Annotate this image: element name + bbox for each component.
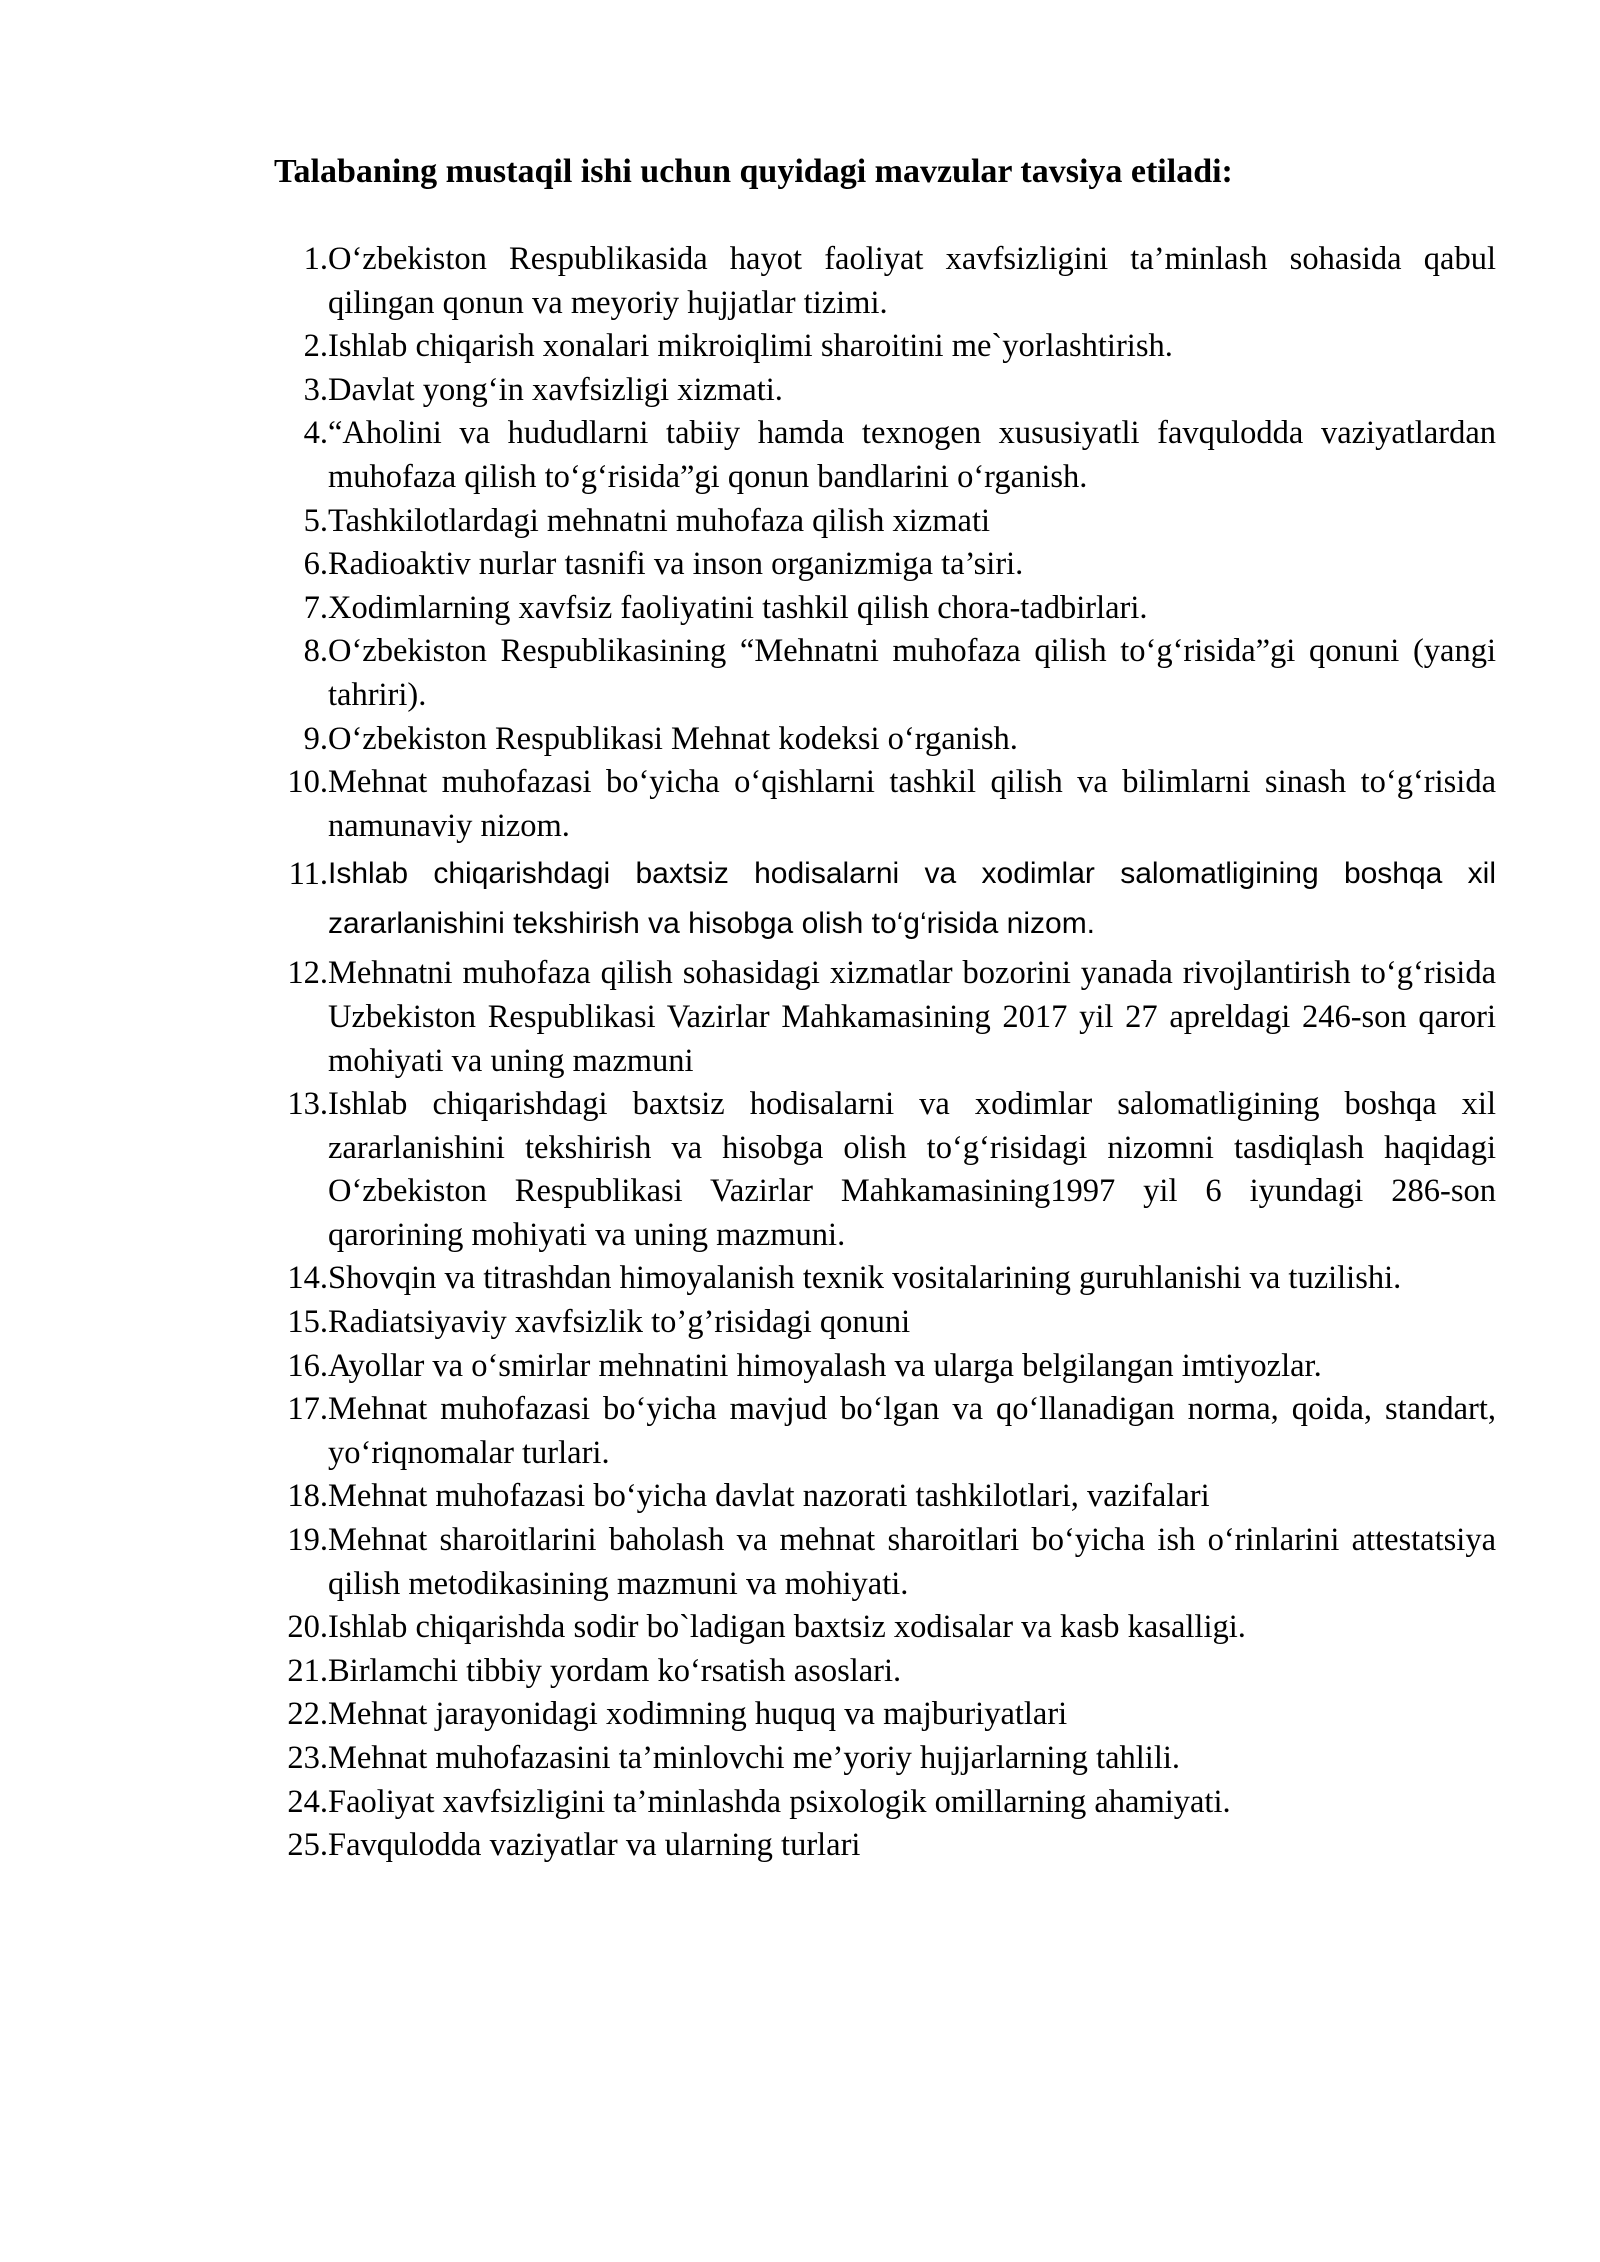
- item-text: Birlamchi tibbiy yordam ko‘rsatish asoslari.: [328, 1652, 902, 1689]
- list-item: [274, 587, 1496, 631]
- item-number: 7.: [303, 589, 328, 626]
- item-text: “Aholini va hududlarni tabiiy hamda texnogen xususiyatli favqulodda vaziyatlardan muhofaza qilish to‘g‘risida”gi qonun bandlarini o‘rganish.: [328, 415, 1496, 495]
- item-number: 24.: [287, 1783, 328, 1820]
- item-text: Mehnat muhofazasi bo‘yicha mavjud bo‘lgan va qo‘llanadigan norma, qoida, standart, yo‘riqnomalar turlari.: [328, 1391, 1496, 1471]
- item-number: 21.: [287, 1652, 328, 1689]
- list-item: [274, 1650, 1496, 1694]
- item-text: Favqulodda vaziyatlar va ularning turlari: [328, 1827, 861, 1864]
- item-text: Mehnat muhofazasini ta’minlovchi me’yoriy hujjarlarning tahlili.: [328, 1740, 1180, 1776]
- list-item: [274, 1693, 1496, 1737]
- list-item: [274, 500, 1496, 544]
- list-item: [274, 761, 1496, 848]
- item-text: Ishlab chiqarishdagi baxtsiz hodisalarni va xodimlar salomatligining boshqa xil zararlanishini tekshirish va hisobga olish to‘g‘risida nizom.: [328, 857, 1496, 941]
- list-item: [274, 238, 1496, 325]
- item-text: Xodimlarning xavfsiz faoliyatini tashkil qilish chora-tadbirlari.: [328, 589, 1148, 626]
- item-number: 16.: [287, 1347, 328, 1384]
- item-number: 19.: [287, 1522, 328, 1559]
- list-item: [274, 848, 1496, 952]
- item-text: Shovqin va titrashdan himoyalanish texnik vositalarining guruhlanishi va tuzilishi.: [328, 1260, 1402, 1297]
- list-item: [274, 1345, 1496, 1389]
- item-number: 20.: [287, 1609, 328, 1646]
- list-item: [274, 1606, 1496, 1650]
- list-item: [274, 1388, 1496, 1475]
- item-number: 11.: [288, 856, 328, 893]
- item-number: 15.: [287, 1304, 328, 1341]
- item-text: Ishlab chiqarishda sodir bo`ladigan baxtsiz xodisalar va kasb kasalligi.: [328, 1609, 1246, 1646]
- item-text: Mehnat sharoitlarini baholash va mehnat sharoitlari bo‘yicha ish o‘rinlarini attestatsiya qilish metodikasining mazmuni va mohiyati.: [328, 1522, 1496, 1602]
- item-number: 3.: [303, 371, 328, 408]
- item-text: Mehnat muhofazasi bo‘yicha o‘qishlarni tashkil qilish va bilimlarni sinash to‘g‘risida namunaviy nizom.: [328, 764, 1496, 844]
- list-item: [274, 952, 1496, 1083]
- item-text: Mehnatni muhofaza qilish sohasidagi xizmatlar bozorini yanada rivojlantirish to‘g‘risida Uzbekiston Respublikasi Vazirlar Mahkamasining 2017 yil 27 apreldagi 246-son qarori mohiyati va uning mazmuni: [328, 955, 1496, 1079]
- list-item: [274, 630, 1496, 717]
- item-number: 9.: [303, 720, 328, 757]
- item-number: 25.: [287, 1827, 328, 1864]
- list-item: [274, 1824, 1496, 1868]
- item-number: 12.: [287, 955, 328, 992]
- item-text: Faoliyat xavfsizligini ta’minlashda psixologik omillarning ahamiyati.: [328, 1783, 1231, 1820]
- item-text: Davlat yong‘in xavfsizligi xizmati.: [328, 371, 783, 408]
- item-number: 17.: [287, 1391, 328, 1428]
- item-text: Ayollar va o‘smirlar mehnatini himoyalash va ularga belgilangan imtiyozlar.: [328, 1347, 1322, 1384]
- item-number: 6.: [303, 546, 328, 583]
- list-item: [274, 1083, 1496, 1257]
- item-number: 18.: [287, 1478, 328, 1515]
- item-text: Mehnat muhofazasi bo‘yicha davlat nazorati tashkilotlari, vazifalari: [328, 1478, 1210, 1515]
- list-item: [274, 1257, 1496, 1301]
- item-number: 8.: [303, 633, 328, 670]
- item-text: O‘zbekiston Respublikasi Mehnat kodeksi o‘rganish.: [328, 720, 1018, 757]
- item-number: 2.: [303, 328, 328, 365]
- item-text: O‘zbekiston Respublikasida hayot faoliyat xavfsizligini ta’minlash sohasida qabul qilingan qonun va meyoriy hujjatlar tizimi.: [328, 241, 1496, 321]
- item-text: Ishlab chiqarishdagi baxtsiz hodisalarni va xodimlar salomatligining boshqa xil zararlanishini tekshirish va hisobga olish to‘g‘risidagi nizomni tasdiqlash haqidagi O‘zbekiston Respublikasi Vazirlar Mahkamasining1997 yil 6 iyundagi 286-son qarorining mohiyati va uning mazmuni.: [328, 1086, 1496, 1253]
- item-number: 23.: [287, 1740, 328, 1776]
- list-item: [274, 1781, 1496, 1825]
- item-number: 10.: [287, 764, 328, 801]
- item-text: Tashkilotlardagi mehnatni muhofaza qilish xizmati: [328, 502, 990, 539]
- item-number: 13.: [287, 1086, 328, 1123]
- list-item: [274, 369, 1496, 413]
- item-text: Radioaktiv nurlar tasnifi va inson organizmiga ta’siri.: [328, 546, 1024, 583]
- item-text: Mehnat jarayonidagi xodimning huquq va majburiyatlari: [328, 1696, 1068, 1733]
- list-item: [274, 325, 1496, 369]
- item-number: 5.: [303, 502, 328, 539]
- item-text: O‘zbekiston Respublikasining “Mehnatni muhofaza qilish to‘g‘risida”gi qonuni (yangi tahriri).: [328, 633, 1496, 713]
- item-number: 14.: [287, 1260, 328, 1297]
- list-item: [274, 718, 1496, 762]
- page-heading: Talabaning mustaqil ishi uchun quyidagi mavzular tavsiya etiladi:: [274, 153, 1233, 190]
- item-text: Radiatsiyaviy xavfsizlik to’g’risidagi qonuni: [328, 1304, 911, 1341]
- list-item: [274, 1737, 1496, 1781]
- item-text: Ishlab chiqarish xonalari mikroiqlimi sharoitini me`yorlashtirish.: [328, 328, 1173, 365]
- list-item: [274, 1301, 1496, 1345]
- list-item: [274, 1475, 1496, 1519]
- item-number: 1.: [303, 241, 328, 277]
- item-number: 4.: [303, 415, 328, 452]
- list-item: [274, 1519, 1496, 1606]
- list-item: [274, 543, 1496, 587]
- item-number: 22.: [287, 1696, 328, 1733]
- list-item: [274, 412, 1496, 499]
- topic-list: [274, 238, 1496, 1868]
